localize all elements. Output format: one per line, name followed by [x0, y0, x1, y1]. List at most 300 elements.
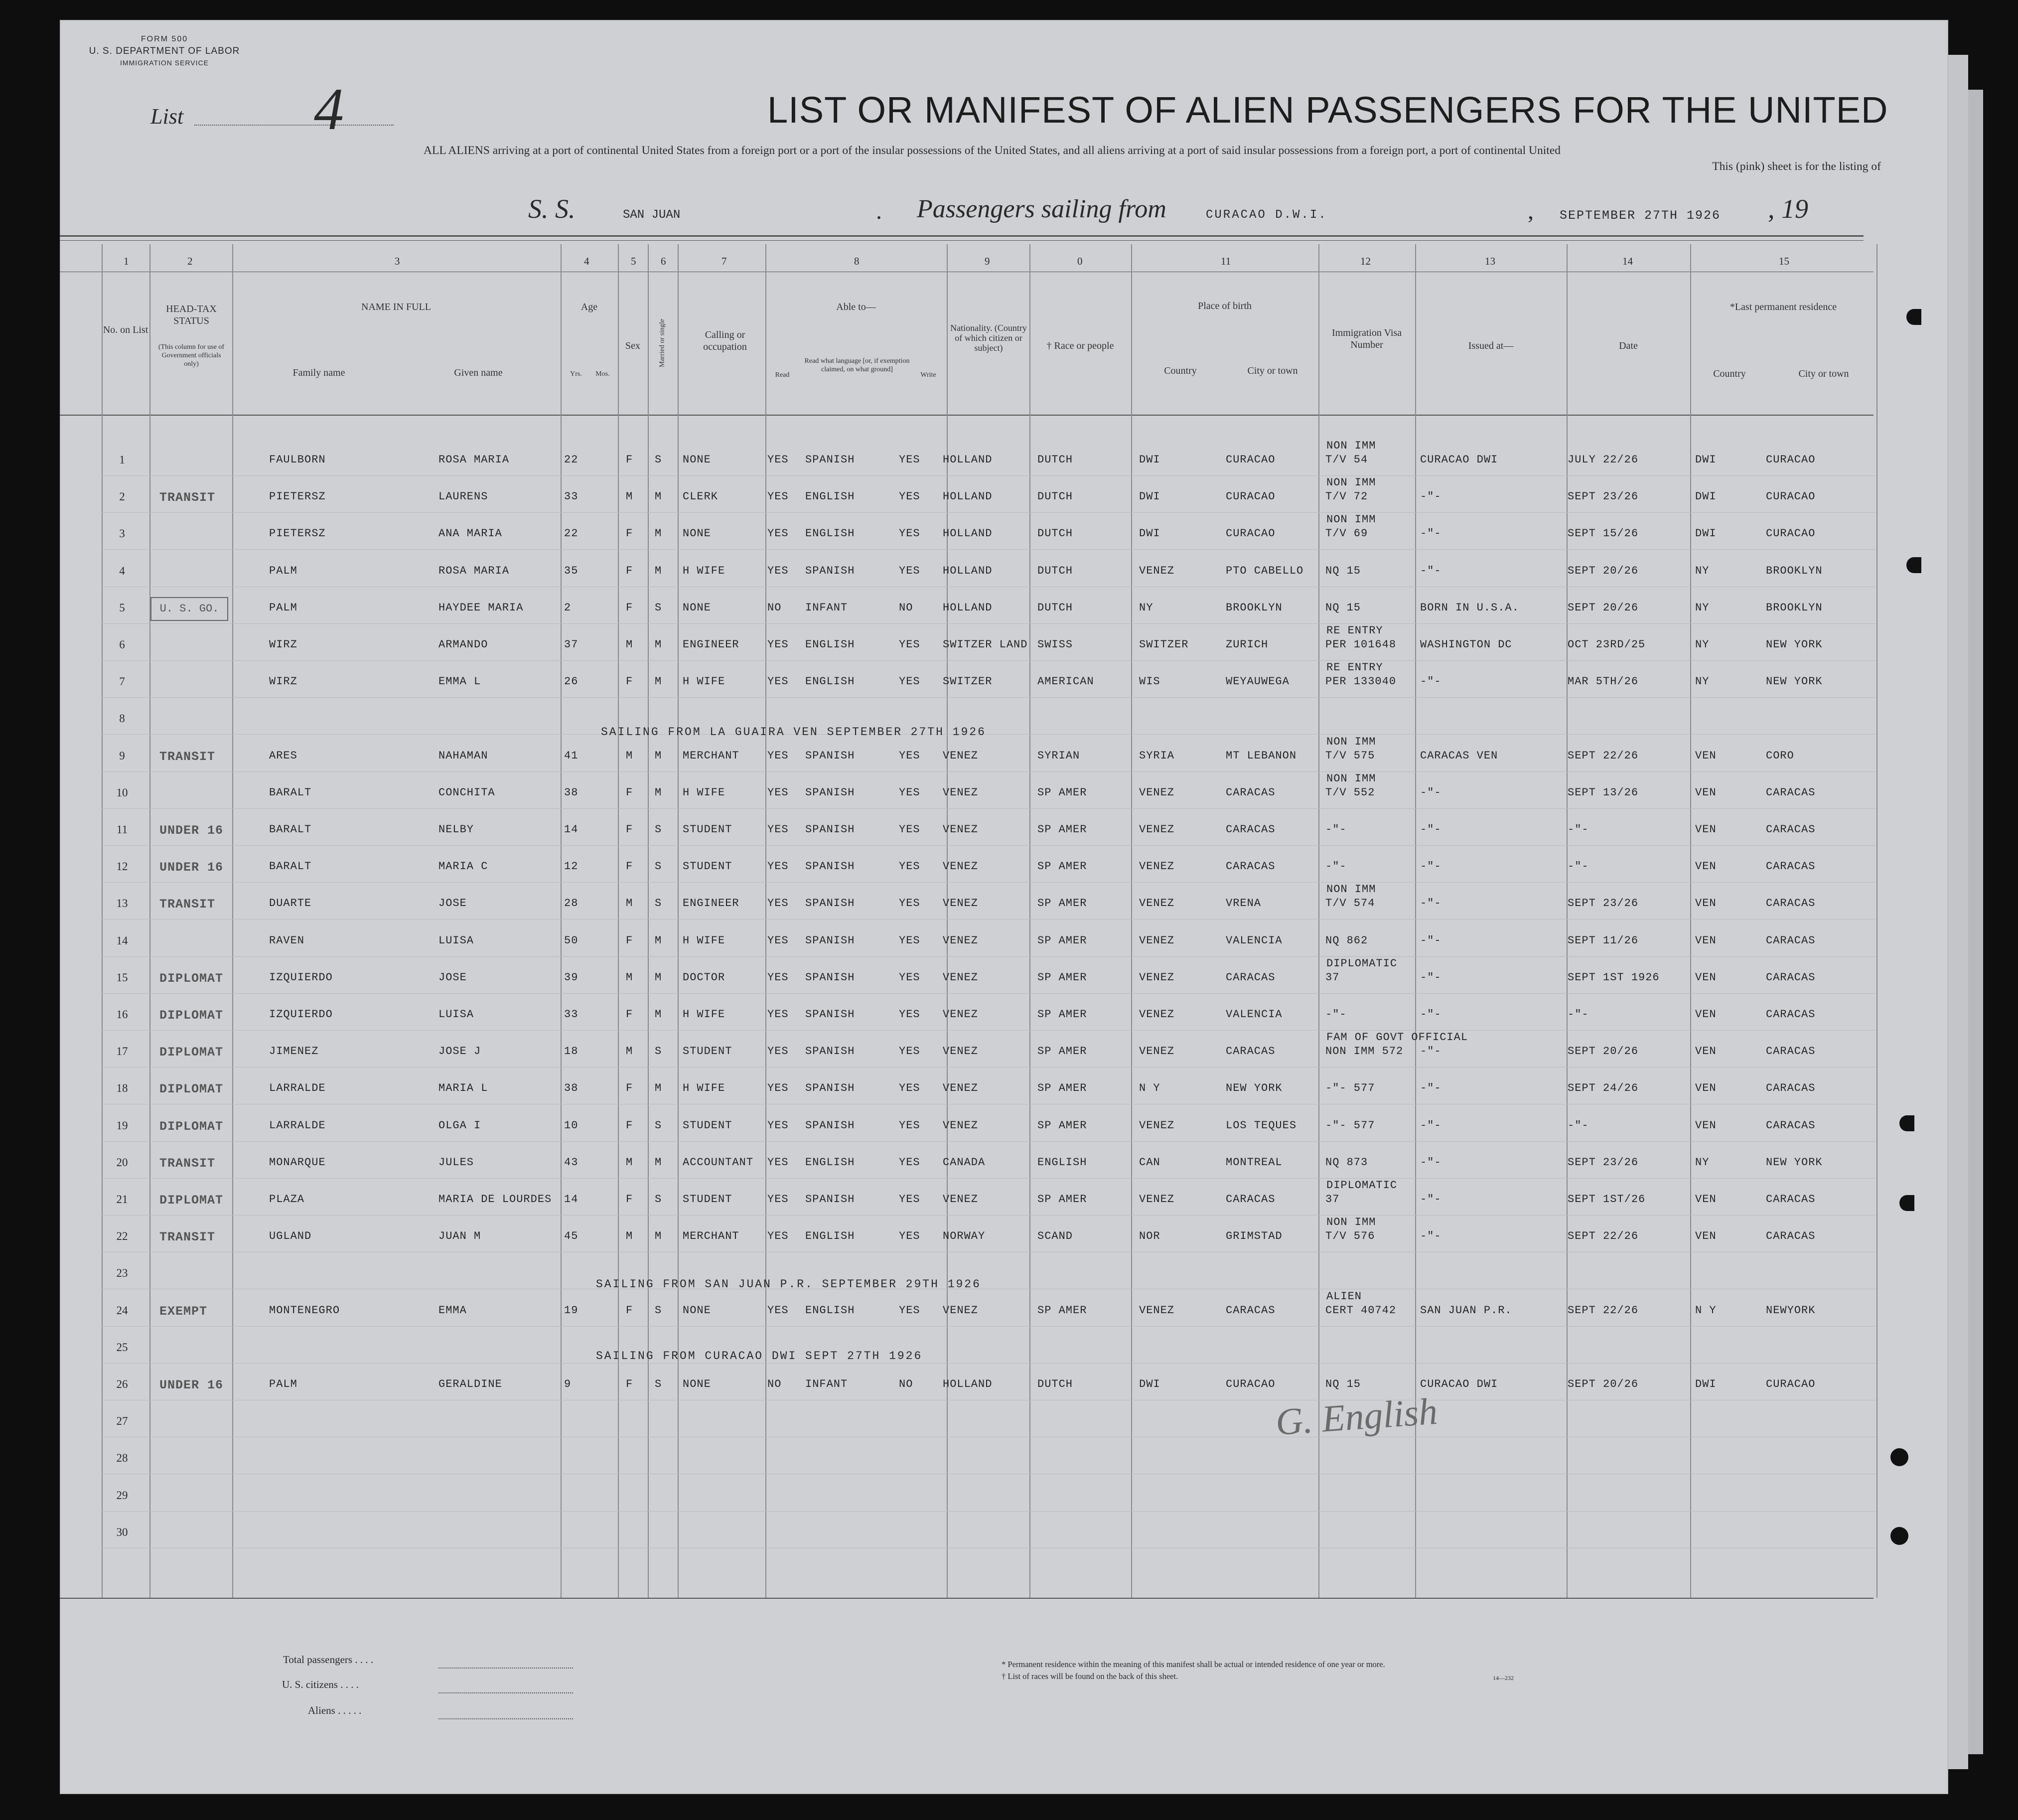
cell-sex: M [626, 638, 633, 651]
footnote-residence: * Permanent residence within the meaning of this manifest shall be actual or intended residence of one year or more. [1002, 1660, 1385, 1669]
cell-birth-country: DWI [1139, 1378, 1160, 1390]
cell-birth-country: VENEZ [1139, 860, 1175, 873]
cell-birth-city: VRENA [1226, 897, 1262, 910]
cell-res-country: NY [1695, 675, 1710, 688]
col-number: 15 [1779, 255, 1789, 267]
header-mos: Mos. [595, 370, 610, 378]
cell-marital: M [655, 1156, 662, 1169]
cell-res-city: CARACAS [1766, 1082, 1816, 1095]
cell-issued-at: -"- [1420, 1008, 1441, 1021]
cell-race: ENGLISH [1037, 1156, 1087, 1169]
cell-race: SP AMER [1037, 934, 1087, 947]
cell-marital: M [655, 1008, 662, 1021]
cell-marital: M [655, 527, 662, 540]
cell-visa-date: SEPT 20/26 [1568, 1045, 1639, 1058]
cell-visa: 37 [1325, 1193, 1340, 1206]
cell-nationality: VENEZ [943, 1008, 979, 1021]
cell-family-name: BARALT [269, 860, 312, 873]
cell-nationality: NORWAY [943, 1230, 986, 1243]
row-number: 5 [119, 601, 125, 614]
header-yrs: Yrs. [570, 370, 582, 378]
cell-language: SPANISH [805, 564, 855, 577]
cell-nationality: VENEZ [943, 897, 979, 910]
col-number: 6 [661, 255, 666, 267]
cell-issued-at: WASHINGTON DC [1420, 638, 1512, 651]
cell-marital: M [655, 675, 662, 688]
row-number: 25 [116, 1341, 128, 1354]
cell-res-country: DWI [1695, 454, 1717, 466]
cell-res-country: VEN [1695, 934, 1717, 947]
cell-age: 22 [564, 454, 578, 466]
cell-issued-at: BORN IN U.S.A. [1420, 601, 1519, 614]
cell-visa-date: SEPT 13/26 [1568, 786, 1639, 799]
cell-race: DUTCH [1037, 601, 1073, 614]
cell-sex: F [626, 1304, 633, 1317]
cell-birth-country: VENEZ [1139, 1304, 1175, 1317]
cell-sex: M [626, 1045, 633, 1058]
cell-marital: M [655, 490, 662, 503]
cell-write: YES [899, 1193, 920, 1206]
cell-issued-at: -"- [1420, 1156, 1441, 1169]
cell-visa-date: MAR 5TH/26 [1568, 675, 1639, 688]
header-head-tax: HEAD-TAX STATUS [166, 303, 217, 326]
cell-res-country: NY [1695, 1156, 1710, 1169]
passenger-row [0, 735, 2018, 784]
cell-birth-city: LOS TEQUES [1226, 1119, 1297, 1132]
header-res-city: City or town [1798, 368, 1849, 379]
cell-occupation: NONE [683, 527, 711, 540]
cell-given-name: ROSA MARIA [438, 454, 510, 466]
cell-age: 12 [564, 860, 578, 873]
cell-birth-city: CURACAO [1226, 1378, 1276, 1390]
row-number: 3 [119, 527, 125, 540]
cell-issued-at: -"- [1420, 897, 1441, 910]
cell-birth-city: CARACAS [1226, 1193, 1276, 1206]
cell-language: ENGLISH [805, 490, 855, 503]
cell-family-name: PALM [269, 601, 297, 614]
cell-issued-at: -"- [1420, 1119, 1441, 1132]
cell-given-name: LUISA [438, 1008, 474, 1021]
cell-visa: NQ 862 [1325, 934, 1368, 947]
footer-citizens-label: U. S. citizens . . . . [282, 1678, 359, 1690]
header-age: Age [580, 302, 598, 312]
cell-marital: S [655, 1193, 662, 1206]
cell-res-country: VEN [1695, 1193, 1717, 1206]
binder-hole [1899, 1195, 1914, 1211]
cell-nationality: SWITZER [943, 675, 993, 688]
cell-write: YES [899, 934, 920, 947]
cell-res-city: NEW YORK [1766, 675, 1823, 688]
cell-race: SP AMER [1037, 1008, 1087, 1021]
cell-write: YES [899, 1119, 920, 1132]
sailing-note-curacao: SAILING FROM CURACAO DWI SEPT 27TH 1926 [596, 1350, 923, 1363]
cell-family-name: PIETERSZ [269, 527, 326, 540]
passenger-row [0, 565, 2018, 600]
sailing-date: SEPTEMBER 27TH 1926 [1560, 208, 1721, 223]
cell-res-city: CURACAO [1766, 1378, 1816, 1390]
cell-visa: T/V 54 [1325, 454, 1368, 466]
cell-nationality: VENEZ [943, 1193, 979, 1206]
cell-read: YES [767, 1193, 789, 1206]
passenger-row [0, 1290, 2018, 1339]
cell-age: 10 [564, 1119, 578, 1132]
header-rule-top-2 [60, 240, 1864, 241]
sailing-label: Passengers sailing from [917, 195, 1166, 223]
cell-visa-date: SEPT 22/26 [1568, 1304, 1639, 1317]
cell-visa-class: DIPLOMATIC [1326, 957, 1398, 970]
cell-nationality: HOLLAND [943, 454, 993, 466]
cell-visa: 37 [1325, 971, 1340, 984]
cell-age: 33 [564, 490, 578, 503]
cell-issued-at: -"- [1420, 527, 1441, 540]
header-able-to: Able to— [836, 302, 876, 312]
cell-family-name: PALM [269, 564, 297, 577]
cell-visa: PER 133040 [1325, 675, 1397, 688]
cell-given-name: CONCHITA [438, 786, 495, 799]
passenger-row [0, 602, 2018, 636]
cell-visa-date: SEPT 1ST 1926 [1568, 971, 1660, 984]
cell-birth-country: DWI [1139, 527, 1160, 540]
cell-res-city: CARACAS [1766, 1045, 1816, 1058]
cell-sex: F [626, 1119, 633, 1132]
cell-given-name: JOSE J [438, 1045, 481, 1058]
cell-language: SPANISH [805, 786, 855, 799]
cell-write: YES [899, 1304, 920, 1317]
col-number: 2 [187, 255, 193, 267]
cell-nationality: HOLLAND [943, 490, 993, 503]
cell-given-name: JUAN M [438, 1230, 481, 1243]
cell-visa-date: SEPT 11/26 [1568, 934, 1639, 947]
cell-birth-country: VENEZ [1139, 1119, 1175, 1132]
row-number: 28 [116, 1452, 128, 1465]
header-family-name: Family name [292, 367, 345, 378]
cell-read: YES [767, 638, 789, 651]
cell-age: 39 [564, 971, 578, 984]
row-number: 4 [119, 564, 125, 577]
cell-sex: M [626, 897, 633, 910]
cell-occupation: ENGINEER [683, 897, 739, 910]
usgo-stamp: U. S. GO. [150, 597, 228, 621]
cell-visa-class: RE ENTRY [1326, 624, 1383, 637]
cell-family-name: BARALT [269, 786, 312, 799]
cell-write: YES [899, 527, 920, 540]
cell-occupation: ACCOUNTANT [683, 1156, 754, 1169]
cell-res-country: DWI [1695, 527, 1717, 540]
row-number: 19 [116, 1119, 128, 1132]
cell-language: ENGLISH [805, 1230, 855, 1243]
cell-visa-date: SEPT 22/26 [1568, 749, 1639, 762]
cell-visa-date: OCT 23RD/25 [1568, 638, 1646, 651]
cell-visa: CERT 40742 [1325, 1304, 1397, 1317]
cell-visa-class: NON IMM [1326, 883, 1376, 896]
binder-hole [1906, 557, 1921, 573]
cell-given-name: HAYDEE MARIA [438, 601, 524, 614]
cell-res-country: VEN [1695, 897, 1717, 910]
col-number: 14 [1622, 255, 1633, 267]
cell-read: YES [767, 1008, 789, 1021]
row-number: 13 [116, 897, 128, 910]
cell-occupation: NONE [683, 601, 711, 614]
row-number: 1 [119, 454, 125, 466]
cell-birth-city: ZURICH [1226, 638, 1269, 651]
cell-sex: F [626, 860, 633, 873]
cell-res-city: CARACAS [1766, 1008, 1816, 1021]
cell-visa: T/V 72 [1325, 490, 1368, 503]
cell-visa-date: -"- [1568, 1119, 1589, 1132]
passenger-row [0, 934, 2018, 969]
cell-write: YES [899, 786, 920, 799]
cell-write: YES [899, 823, 920, 836]
cell-head-tax: TRANSIT [159, 490, 216, 505]
cell-visa: NQ 15 [1325, 564, 1361, 577]
cell-given-name: MARIA L [438, 1082, 488, 1095]
cell-language: SPANISH [805, 823, 855, 836]
cell-nationality: HOLLAND [943, 601, 993, 614]
cell-read: YES [767, 897, 789, 910]
row-rule [102, 1363, 1876, 1364]
cell-res-city: CARACAS [1766, 1193, 1816, 1206]
cell-occupation: NONE [683, 1378, 711, 1390]
passenger-row [0, 883, 2018, 932]
cell-visa-class: DIPLOMATIC [1326, 1179, 1398, 1192]
header-birth-country: Country [1164, 365, 1197, 376]
cell-read: YES [767, 1304, 789, 1317]
cell-read: NO [767, 1378, 782, 1390]
cell-res-country: VEN [1695, 860, 1717, 873]
cell-given-name: JULES [438, 1156, 474, 1169]
cell-issued-at: -"- [1420, 786, 1441, 799]
cell-nationality: HOLLAND [943, 564, 993, 577]
cell-res-country: VEN [1695, 971, 1717, 984]
cell-head-tax: DIPLOMAT [159, 1008, 224, 1023]
cell-res-country: NY [1695, 638, 1710, 651]
cell-nationality: VENEZ [943, 971, 979, 984]
cell-res-city: CARACAS [1766, 1119, 1816, 1132]
cell-res-city: CURACAO [1766, 490, 1816, 503]
cell-visa: NQ 15 [1325, 1378, 1361, 1390]
cell-res-city: CURACAO [1766, 454, 1816, 466]
cell-sex: F [626, 675, 633, 688]
footer-citizens-text: U. S. citizens [282, 1678, 338, 1690]
cell-birth-city: NEW YORK [1226, 1082, 1283, 1095]
cell-read: YES [767, 860, 789, 873]
row-number: 15 [116, 971, 128, 984]
cell-given-name: ARMANDO [438, 638, 488, 651]
table-rule-bottom [60, 1598, 1874, 1599]
cell-birth-city: CURACAO [1226, 490, 1276, 503]
cell-age: 38 [564, 786, 578, 799]
cell-language: SPANISH [805, 749, 855, 762]
cell-age: 14 [564, 823, 578, 836]
header-read: Read [775, 371, 790, 379]
cell-sex: F [626, 934, 633, 947]
cell-age: 43 [564, 1156, 578, 1169]
header-race: † Race or people [1046, 340, 1114, 351]
cell-age: 37 [564, 638, 578, 651]
cell-res-city: CARACAS [1766, 971, 1816, 984]
cell-res-city: CARACAS [1766, 1230, 1816, 1243]
cell-marital: S [655, 823, 662, 836]
cell-nationality: CANADA [943, 1156, 986, 1169]
cell-visa: NQ 873 [1325, 1156, 1368, 1169]
cell-res-country: DWI [1695, 1378, 1717, 1390]
cell-birth-city: CARACAS [1226, 786, 1276, 799]
cell-head-tax: TRANSIT [159, 1156, 216, 1171]
cell-visa: T/V 575 [1325, 749, 1375, 762]
cell-read: YES [767, 971, 789, 984]
cell-sex: F [626, 601, 633, 614]
header-last-residence: *Last permanent residence [1730, 302, 1837, 312]
cell-marital: S [655, 601, 662, 614]
cell-marital: S [655, 1045, 662, 1058]
row-number: 14 [116, 934, 128, 947]
department-name: U. S. DEPARTMENT OF LABOR [89, 46, 240, 56]
cell-res-city: CORO [1766, 749, 1794, 762]
header-write: Write [920, 371, 936, 379]
cell-visa-class: ALIEN [1326, 1290, 1362, 1303]
cell-occupation: H WIFE [683, 675, 725, 688]
cell-age: 35 [564, 564, 578, 577]
cell-birth-country: SWITZER [1139, 638, 1189, 651]
cell-race: SP AMER [1037, 897, 1087, 910]
cell-race: SCAND [1037, 1230, 1073, 1243]
cell-write: YES [899, 971, 920, 984]
cell-write: YES [899, 1045, 920, 1058]
cell-res-city: CURACAO [1766, 527, 1816, 540]
binder-hole [1899, 1115, 1914, 1131]
cell-read: YES [767, 675, 789, 688]
cell-occupation: STUDENT [683, 1045, 732, 1058]
cell-nationality: VENEZ [943, 1119, 979, 1132]
col-number: 4 [584, 255, 589, 267]
cell-write: YES [899, 638, 920, 651]
page-title: LIST OR MANIFEST OF ALIEN PASSENGERS FOR THE UNITED [767, 89, 1888, 131]
cell-visa-date: -"- [1568, 823, 1589, 836]
col-number: 5 [631, 255, 636, 267]
cell-issued-at: -"- [1420, 564, 1441, 577]
passenger-row [0, 1119, 2018, 1154]
cell-birth-city: GRIMSTAD [1226, 1230, 1283, 1243]
inspector-signature: G. English [1274, 1390, 1439, 1444]
cell-family-name: FAULBORN [269, 454, 326, 466]
cell-birth-country: CAN [1139, 1156, 1160, 1169]
cell-sex: M [626, 490, 633, 503]
header-married-single: Married or single [658, 318, 666, 368]
year-label: , 19 [1768, 194, 1808, 224]
cell-head-tax: UNDER 16 [159, 860, 224, 875]
cell-birth-city: CARACAS [1226, 860, 1276, 873]
cell-sex: M [626, 971, 633, 984]
cell-res-country: VEN [1695, 749, 1717, 762]
cell-head-tax: DIPLOMAT [159, 971, 224, 986]
cell-language: SPANISH [805, 1008, 855, 1021]
cell-read: YES [767, 749, 789, 762]
cell-read: YES [767, 490, 789, 503]
cell-age: 33 [564, 1008, 578, 1021]
cell-age: 18 [564, 1045, 578, 1058]
cell-visa-date: SEPT 23/26 [1568, 490, 1639, 503]
cell-res-country: VEN [1695, 786, 1717, 799]
passenger-row [0, 860, 2018, 895]
binder-hole [1890, 1527, 1908, 1545]
form-number: FORM 500 [141, 35, 188, 43]
cell-family-name: PIETERSZ [269, 490, 326, 503]
cell-issued-at: CURACAO DWI [1420, 454, 1498, 466]
cell-age: 14 [564, 1193, 578, 1206]
header-birth-city: City or town [1247, 365, 1298, 376]
col-number: 13 [1485, 255, 1495, 267]
cell-given-name: JOSE [438, 971, 467, 984]
cell-issued-at: -"- [1420, 860, 1441, 873]
cell-marital: S [655, 860, 662, 873]
cell-visa: NQ 15 [1325, 601, 1361, 614]
cell-visa: -"- 577 [1325, 1082, 1375, 1095]
cell-res-city: CARACAS [1766, 897, 1816, 910]
cell-res-country: VEN [1695, 1008, 1717, 1021]
cell-family-name: MONARQUE [269, 1156, 326, 1169]
cell-visa-date: SEPT 24/26 [1568, 1082, 1639, 1095]
cell-birth-country: N Y [1139, 1082, 1160, 1095]
cell-read: YES [767, 786, 789, 799]
cell-occupation: ENGINEER [683, 638, 739, 651]
cell-birth-country: VENEZ [1139, 934, 1175, 947]
cell-nationality: VENEZ [943, 860, 979, 873]
cell-occupation: H WIFE [683, 934, 725, 947]
port-separator: , [1528, 198, 1534, 224]
cell-marital: M [655, 971, 662, 984]
cell-language: ENGLISH [805, 638, 855, 651]
cell-visa-date: JULY 22/26 [1568, 454, 1639, 466]
cell-write: YES [899, 897, 920, 910]
cell-res-city: NEW YORK [1766, 638, 1823, 651]
cell-occupation: DOCTOR [683, 971, 725, 984]
cell-language: SPANISH [805, 934, 855, 947]
cell-occupation: H WIFE [683, 786, 725, 799]
cell-sex: F [626, 1082, 633, 1095]
cell-sex: F [626, 786, 633, 799]
cell-race: DUTCH [1037, 527, 1073, 540]
cell-birth-city: PTO CABELLO [1226, 564, 1304, 577]
cell-head-tax: DIPLOMAT [159, 1119, 224, 1134]
header-nationality: Nationality. (Country of which citizen or subject) [950, 323, 1027, 353]
cell-occupation: NONE [683, 1304, 711, 1317]
cell-marital: M [655, 1082, 662, 1095]
cell-write: YES [899, 1230, 920, 1243]
passenger-row [0, 1082, 2018, 1117]
row-number: 21 [116, 1193, 128, 1206]
cell-given-name: NAHAMAN [438, 749, 488, 762]
cell-birth-country: DWI [1139, 454, 1160, 466]
cell-birth-country: VENEZ [1139, 1193, 1175, 1206]
cell-nationality: VENEZ [943, 749, 979, 762]
passenger-row [0, 957, 2018, 1006]
cell-read: YES [767, 1119, 789, 1132]
cell-visa-date: -"- [1568, 1008, 1589, 1021]
cell-race: DUTCH [1037, 564, 1073, 577]
list-number: 4 [314, 76, 344, 142]
cell-res-country: DWI [1695, 490, 1717, 503]
cell-occupation: STUDENT [683, 1193, 732, 1206]
cell-issued-at: -"- [1420, 1045, 1441, 1058]
cell-given-name: NELBY [438, 823, 474, 836]
row-number: 8 [119, 712, 125, 725]
header-visa-number: Immigration Visa Number [1331, 327, 1402, 350]
cell-issued-at: SAN JUAN P.R. [1420, 1304, 1512, 1317]
row-number: 18 [116, 1082, 128, 1095]
cell-sex: M [626, 749, 633, 762]
cell-marital: M [655, 564, 662, 577]
cell-res-country: VEN [1695, 1119, 1717, 1132]
